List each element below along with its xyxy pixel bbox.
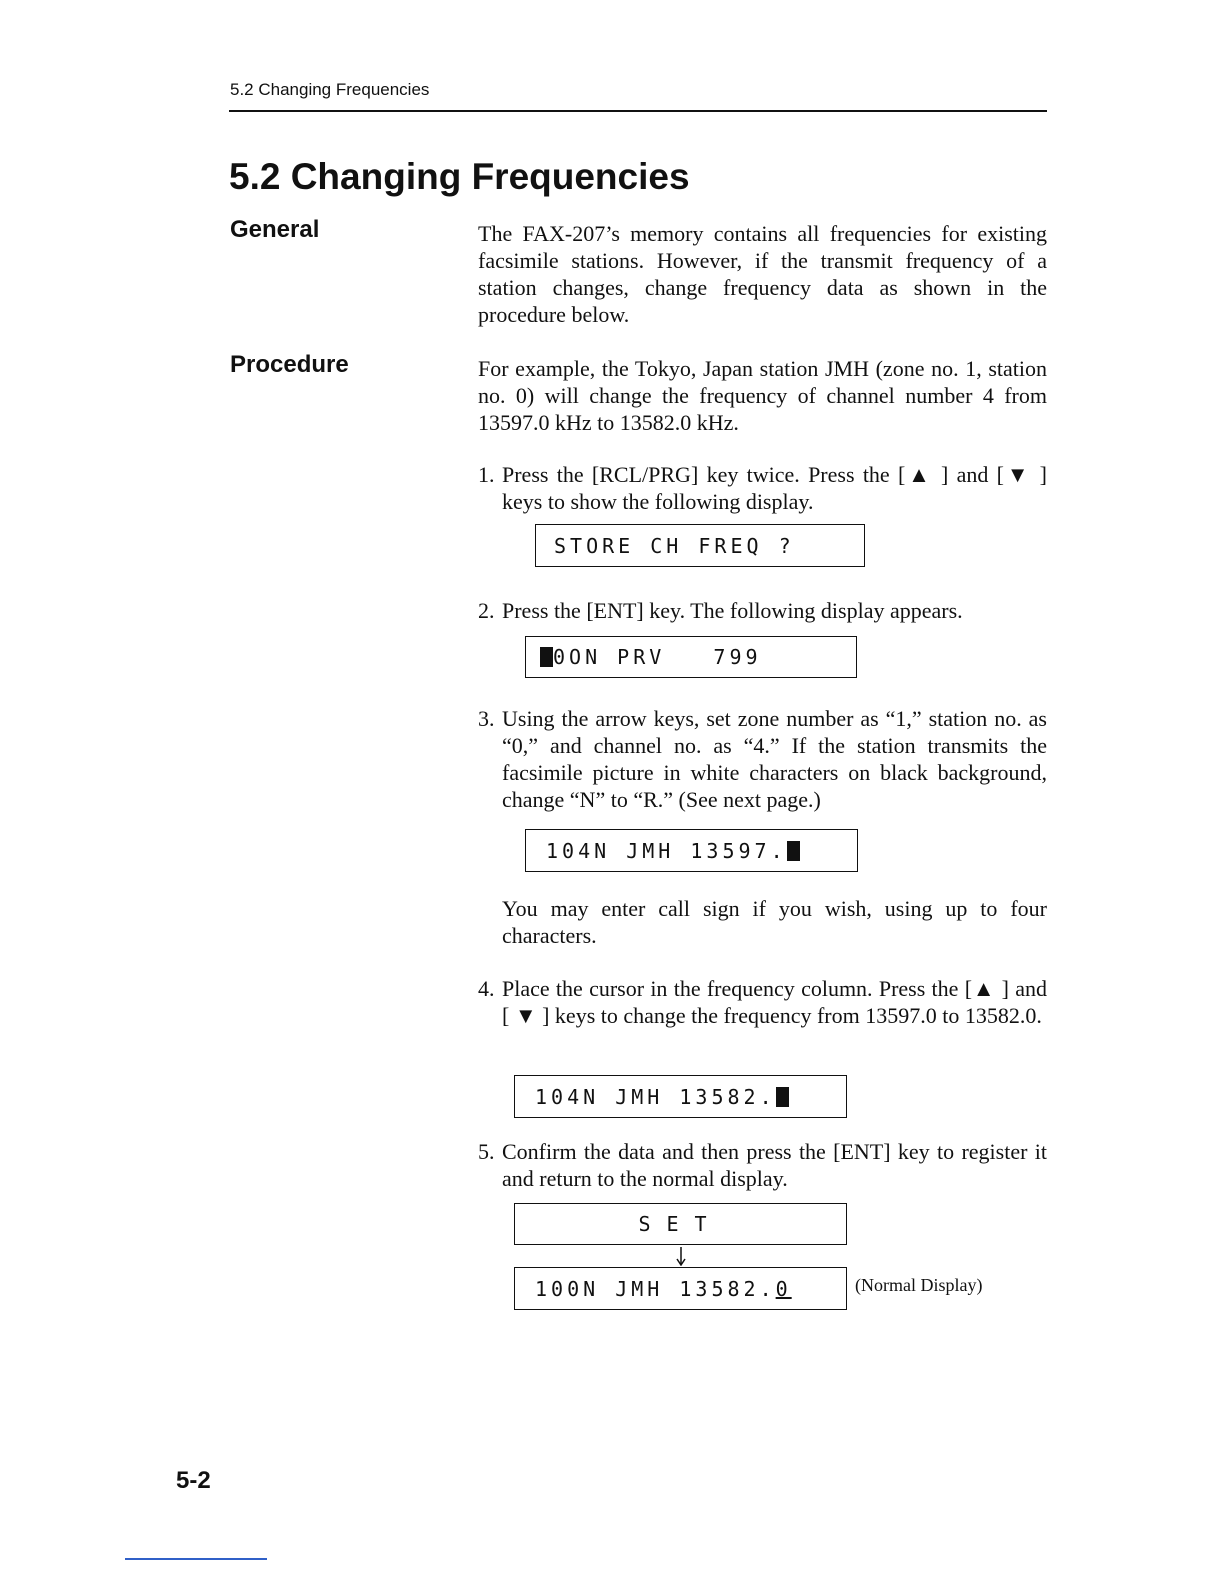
lcd-text: 104N JMH 13597. [546, 838, 787, 863]
step-text: Press the [ENT] key. The following display appears. [502, 598, 963, 623]
step-text: Using the arrow keys, set zone number as “1,” station no. as “0,” and channel no. as “4.” If the station transmits the facsimile picture in white characters on black background, change “N” to “R.” (See next page.) [502, 706, 1047, 812]
lcd-display-jmh-13582 [514, 1075, 847, 1118]
lcd-display-prv [525, 636, 857, 678]
bottom-edge-line [125, 1558, 267, 1560]
procedure-heading: Procedure [230, 351, 349, 378]
step-number: 3. [478, 706, 495, 731]
step-5 [478, 1138, 1047, 1192]
header-rule [229, 110, 1047, 112]
lcd-display-set [514, 1203, 847, 1245]
page-number: 5-2 [176, 1467, 211, 1494]
procedure-intro: For example, the Tokyo, Japan station JMH (zone no. 1, station no. 0) will change the frequency of channel number 4 from 13597.0 kHz to 13582.0 kHz. [478, 356, 1047, 435]
step-3-note [478, 895, 1047, 949]
note-text: You may enter call sign if you wish, using up to four characters. [502, 896, 1047, 948]
running-header: 5.2 Changing Frequencies [230, 80, 430, 99]
step-1 [478, 461, 1047, 515]
normal-display-label: (Normal Display) [855, 1275, 983, 1295]
general-text: The FAX-207’s memory contains all frequencies for existing facsimile stations. However, if the transmit frequency of a station changes, change frequency data as shown in the procedure below. [478, 221, 1047, 327]
lcd-text: 104N JMH 13582. [535, 1084, 776, 1109]
down-arrow-icon [674, 1246, 688, 1266]
step-number: 5. [478, 1139, 495, 1164]
cursor-block-icon [776, 1087, 789, 1107]
lcd-cursor-digit: 0 [775, 1276, 792, 1301]
lcd-display-normal [514, 1267, 847, 1310]
lcd-text: STORE CH FREQ ? [554, 533, 795, 558]
lcd-text: SET [638, 1212, 723, 1236]
step-2 [478, 597, 1047, 624]
step-text: Press the [RCL/PRG] key twice. Press the [▲ ] and [▼ ] keys to show the following display. [502, 462, 1047, 514]
step-3 [478, 705, 1047, 813]
step-number: 1. [478, 462, 495, 487]
lcd-text: 100N JMH 13582. [535, 1276, 776, 1301]
step-4 [478, 975, 1047, 1029]
lcd-display-store-ch-freq [535, 524, 865, 567]
page-title: 5.2 Changing Frequencies [229, 156, 690, 197]
general-heading: General [230, 216, 320, 243]
step-text: Place the cursor in the frequency column. Press the [▲ ] and [ ▼ ] keys to change the frequency from 13597.0 to 13582.0. [502, 976, 1047, 1028]
cursor-block-icon [540, 647, 553, 667]
step-number: 2. [478, 598, 495, 623]
step-text: Confirm the data and then press the [ENT] key to register it and return to the normal display. [502, 1139, 1047, 1191]
step-number: 4. [478, 976, 495, 1001]
lcd-display-jmh-13597 [525, 829, 858, 872]
cursor-block-icon [787, 841, 800, 861]
lcd-text: 0ON PRV 799 [553, 645, 762, 669]
